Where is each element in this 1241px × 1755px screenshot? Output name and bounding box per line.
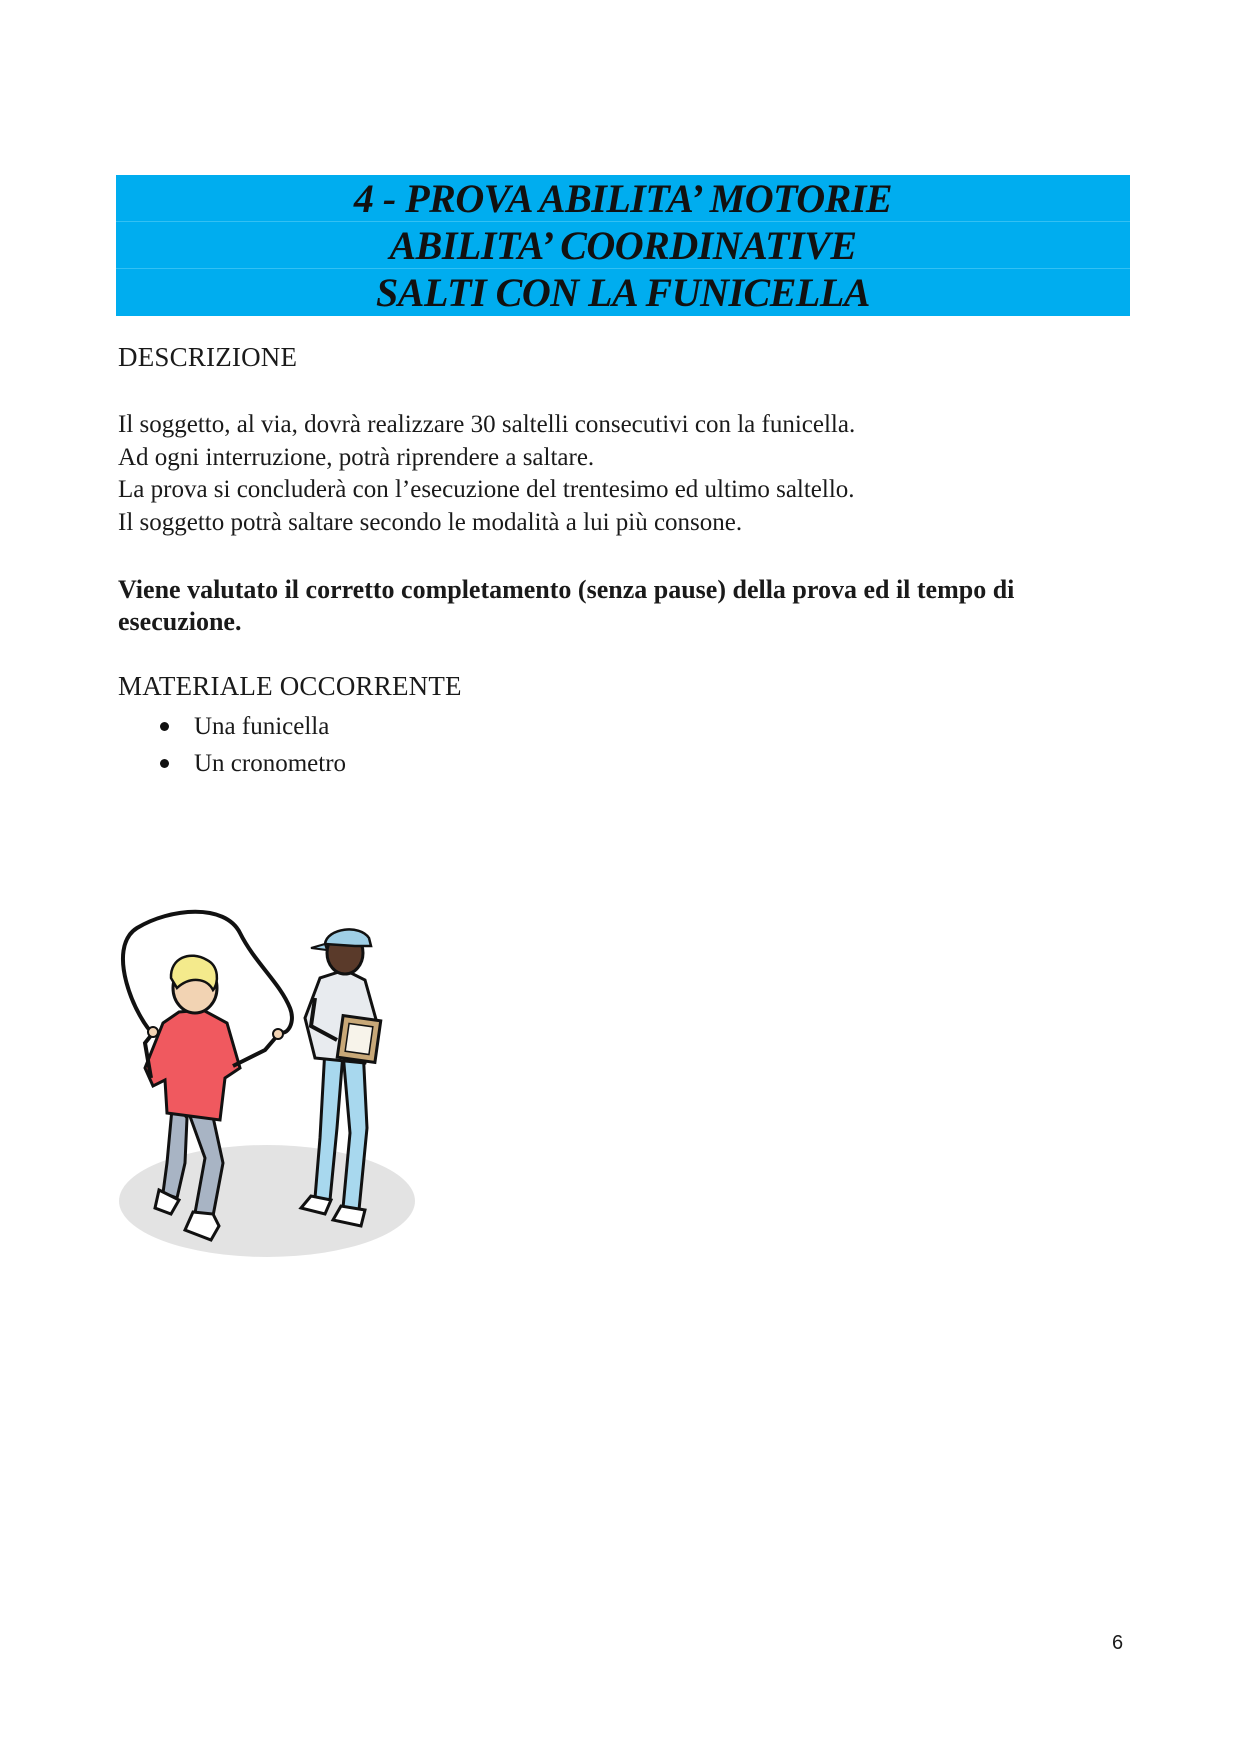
title-line-3: SALTI CON LA FUNICELLA [376, 270, 870, 315]
description-body [118, 409, 1128, 539]
materials-item-label: Una funicella [194, 713, 330, 740]
title-line-1: 4 - PROVA ABILITA’ MOTORIE [116, 175, 1130, 222]
materials-item-label: Un cronometro [194, 750, 347, 777]
description-line: Il soggetto potrà saltare secondo le modalità a lui più consone. [118, 508, 743, 536]
page-number: 6 [1112, 1632, 1124, 1654]
materials-heading: MATERIALE OCCORRENTE [118, 671, 462, 701]
description-line: La prova si concluderà con l’esecuzione del trentesimo ed ultimo saltello. [118, 476, 855, 503]
jump-rope-clipart-icon [115, 908, 420, 1260]
title-banner [116, 175, 1130, 316]
description-line: Il soggetto, al via, dovrà realizzare 30 saltelli consecutivi con la funicella. [118, 411, 856, 438]
bullet-icon [160, 722, 169, 731]
title-line-2: ABILITA’ COORDINATIVE [116, 222, 1130, 269]
materials-list [118, 708, 346, 782]
bullet-icon [160, 759, 169, 768]
description-heading: DESCRIZIONE [118, 342, 298, 372]
materials-item [118, 708, 346, 745]
description-line: Ad ogni interruzione, potrà riprendere a saltare. [118, 443, 595, 471]
evaluation-note: Viene valutato il corretto completamento (senza pause) della prova ed il tempo di esecuzione. [118, 575, 1015, 636]
materials-item [118, 745, 346, 782]
